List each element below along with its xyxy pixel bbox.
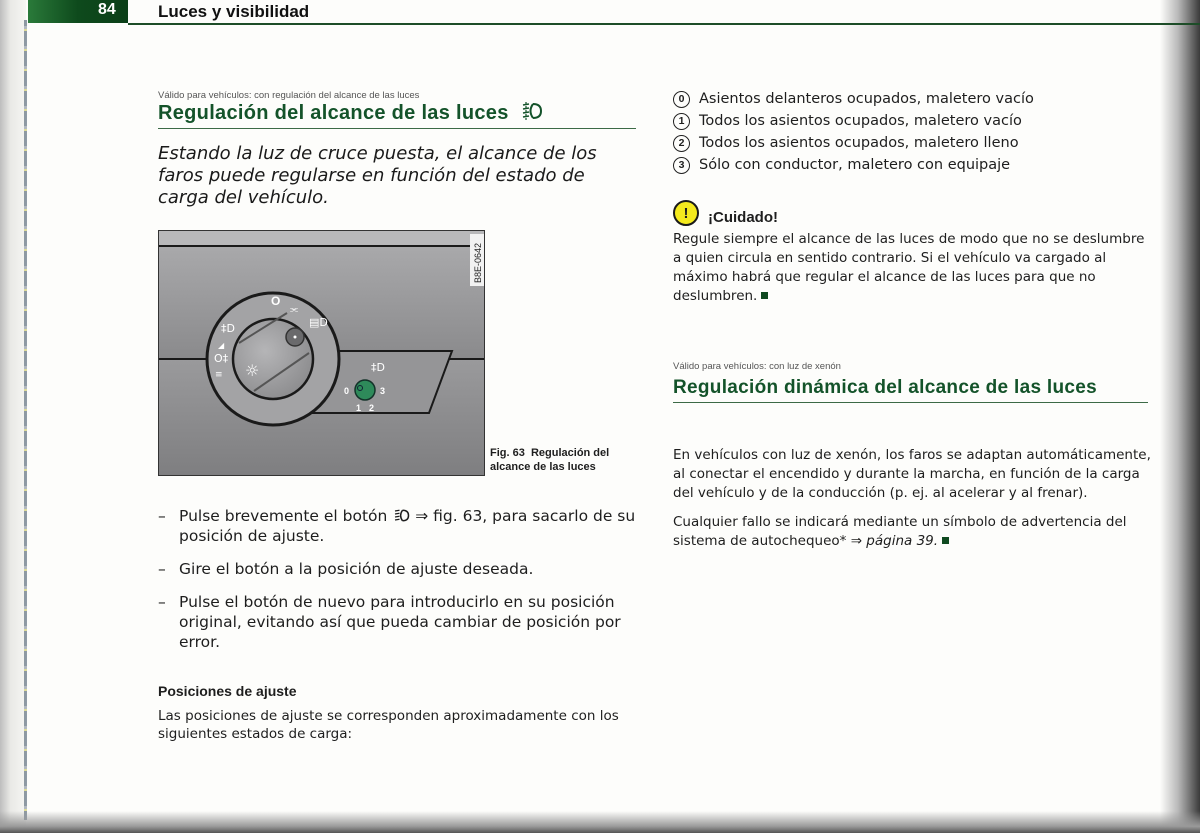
positions-list-container (673, 88, 1148, 176)
rear-fog-icon: O‡ (214, 352, 229, 365)
page-right-shadow (1160, 0, 1200, 833)
position-text: Asientos delanteros ocupados, maletero vacío (699, 91, 1034, 107)
warning-icon: ! (673, 200, 699, 226)
position-number-badge: 1 (673, 113, 690, 130)
warning-header (673, 200, 1148, 226)
validity-note: Válido para vehículos: con regulación del alcance de las luces (158, 90, 420, 101)
dial-position-1: 1 (356, 403, 362, 413)
warning-title: ¡Cuidado! (708, 209, 778, 226)
step-dash: – (158, 593, 166, 611)
page-bottom-shadow (0, 811, 1200, 833)
position-text: Sólo con conductor, maletero con equipaje (699, 157, 1011, 173)
cross-reference-arrow: ⇒ (850, 533, 863, 549)
position-text: Todos los asientos ocupados, maletero vacío (699, 113, 1022, 129)
page-binding-edge (0, 0, 26, 833)
page-number: 84 (98, 1, 116, 18)
dial-position-3: 3 (380, 386, 386, 396)
step-item (158, 506, 636, 546)
step-item (158, 592, 636, 652)
section-title-text: Regulación del alcance de las luces (158, 102, 509, 124)
dial-position-0: 0 (344, 386, 350, 396)
validity-note: Válido para vehículos: con luz de xenón (673, 361, 841, 372)
section-title: Regulación dinámica del alcance de las luces (673, 377, 1097, 398)
positions-list (673, 88, 1148, 176)
subheading-positions: Posiciones de ajuste (158, 683, 297, 699)
fault-paragraph (673, 513, 1153, 551)
position-text: Todos los asientos ocupados, maletero lleno (699, 135, 1019, 151)
step-text: Pulse el botón de nuevo para introducirlo en su posición original, evitando así que pueda cambiar de posición por error. (179, 593, 621, 651)
figure-code: B8E-0642 (473, 242, 483, 283)
light-switch-illustration (158, 230, 485, 476)
cross-reference-arrow: ⇒ (415, 507, 429, 525)
list-item (673, 154, 1148, 176)
warning-text (673, 230, 1148, 306)
low-beam-icon: ▤D (309, 316, 328, 329)
list-item (673, 88, 1148, 110)
page-header (0, 0, 1200, 24)
switch-off-label: O (271, 294, 281, 308)
list-item (673, 110, 1148, 132)
lead-paragraph: Estando la luz de cruce puesta, el alcance de los faros puede regularse en función del estado de carga del vehículo. (158, 143, 597, 208)
end-mark-icon (942, 537, 949, 544)
auto-light-icon: ☼ (245, 361, 260, 380)
instruction-steps (158, 506, 636, 665)
chapter-title: Luces y visibilidad (158, 2, 310, 21)
xenon-paragraph: En vehículos con luz de xenón, los faros se adaptan automáticamente, al conectar el encendido y durante la marcha, en función de la carga del vehículo y de la conducción (p. ej. al acelerar y al frenar). (673, 447, 1151, 501)
range-dial-icon: ‡D (371, 361, 385, 374)
page-edge-marks (24, 20, 27, 820)
section-title (158, 101, 636, 125)
title-rule (673, 402, 1148, 403)
step-dash: – (158, 507, 166, 525)
position-number-badge: 2 (673, 135, 690, 152)
lighting-ring-icon: ◢ (218, 341, 225, 350)
header-rule (128, 23, 1200, 25)
list-item (673, 132, 1148, 154)
figure-caption-text: Regulación del alcance de las luces (490, 447, 610, 473)
step-text: Pulse brevemente el botón (179, 507, 393, 525)
title-rule (158, 128, 636, 129)
front-fog-icon: ‡D (221, 322, 235, 335)
end-mark-icon (761, 292, 768, 299)
section-dynamic-range (673, 361, 1148, 403)
figure-63 (158, 230, 636, 476)
warning-body: Regule siempre el alcance de las luces de modo que no se deslumbre a quien circula en sentido contrario. Si el vehículo va cargado al máximo habrá que regular el alcance de las luces para que no deslumbren. (673, 231, 1145, 304)
section-headlight-range (158, 90, 636, 209)
dash-top-strip (159, 231, 485, 245)
fault-text: Cualquier fallo se indicará mediante un símbolo de advertencia del sistema de autochequeo* (673, 514, 1127, 549)
lighting-icon: ≡ (215, 370, 223, 380)
step-text-cont: fig. 63, para sacarlo de su posición de ajuste. (179, 507, 636, 545)
figure-number: Fig. 63 (490, 447, 525, 459)
positions-intro: Las posiciones de ajuste se corresponden aproximadamente con los siguientes estados de carga: (158, 708, 619, 742)
light-switch-drawing (159, 231, 485, 476)
headlight-range-icon (392, 508, 410, 523)
figure-caption (490, 446, 636, 474)
position-number-badge: 3 (673, 157, 690, 174)
headlight-range-icon (519, 101, 543, 121)
page-reference-link[interactable]: página 39. (862, 533, 939, 549)
step-item (158, 559, 636, 579)
dial-position-2: 2 (369, 403, 375, 413)
position-number-badge: 0 (673, 91, 690, 108)
warning-box (673, 200, 1148, 306)
parking-light-icon: ⫘ (290, 305, 299, 315)
step-dash: – (158, 560, 166, 578)
step-text: Gire el botón a la posición de ajuste deseada. (179, 560, 534, 578)
